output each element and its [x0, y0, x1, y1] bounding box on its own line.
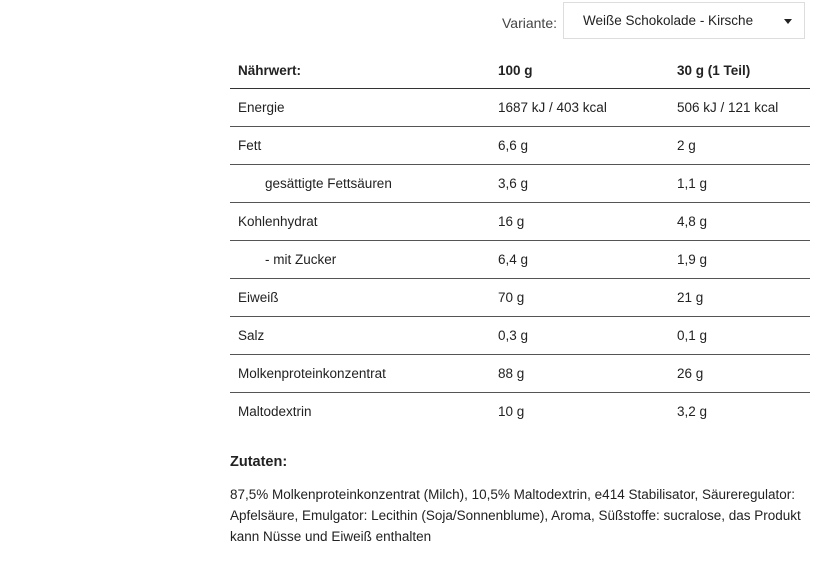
value-per-100g: 3,6 g — [498, 165, 677, 203]
table-row — [230, 203, 810, 241]
nutrient-name: Maltodextrin — [238, 404, 312, 419]
chevron-down-icon — [784, 19, 792, 24]
nutrient-name: Fett — [230, 127, 498, 165]
table-row — [230, 317, 810, 355]
variant-dropdown[interactable] — [563, 2, 805, 39]
value-per-100g: 70 g — [498, 279, 677, 317]
variant-selected-value: Weiße Schokolade - Kirsche — [583, 13, 754, 28]
table-row — [230, 393, 810, 431]
value-per-portion: 1,9 g — [677, 241, 810, 279]
variant-selector — [502, 2, 805, 39]
value-per-100g: 6,4 g — [498, 241, 677, 279]
table-row — [230, 127, 810, 165]
nutrient-name: - mit Zucker — [230, 241, 498, 279]
nutrient-name: Energie — [230, 89, 498, 127]
ingredients-text: 87,5% Molkenproteinkonzentrat (Milch), 10,5% Maltodextrin, e414 Stabilisator, Säureregulator: Apfelsäure, Emulgator: Lecithin (Soja/Sonnenblume), Aroma, Süßstoffe: sucralose, das Produkt kann Nüsse und Eiweiß enthalten — [230, 487, 801, 544]
value-per-100g: 0,3 g — [498, 317, 677, 355]
nutrient-name: Salz — [230, 317, 498, 355]
table-header-row — [230, 52, 810, 89]
nutrient-name: gesättigte Fettsäuren — [230, 165, 498, 203]
value-per-100g: 6,6 g — [498, 127, 677, 165]
table-row — [230, 355, 810, 393]
table-row — [230, 241, 810, 279]
value-per-portion: 3,2 g — [677, 404, 708, 419]
nutrient-name: Molkenproteinkonzentrat — [230, 355, 498, 393]
value-per-portion: 21 g — [677, 279, 810, 317]
value-per-100g: 10 g — [498, 404, 525, 419]
table-row — [230, 165, 810, 203]
table-row — [230, 279, 810, 317]
value-per-100g: 1687 kJ / 403 kcal — [498, 89, 677, 127]
header-per-portion: 30 g (1 Teil) — [677, 52, 810, 89]
variant-label: Variante: — [502, 14, 557, 31]
value-per-100g: 88 g — [498, 355, 677, 393]
value-per-portion: 2 g — [677, 127, 810, 165]
value-per-100g: 16 g — [498, 203, 677, 241]
value-per-portion: 4,8 g — [677, 203, 810, 241]
value-per-portion: 0,1 g — [677, 317, 810, 355]
header-per-100g: 100 g — [498, 52, 677, 89]
header-nutrient: Nährwert: — [230, 52, 498, 89]
value-per-portion: 506 kJ / 121 kcal — [677, 89, 810, 127]
nutrient-name: Kohlenhydrat — [230, 203, 498, 241]
nutrient-name: Eiweiß — [230, 279, 498, 317]
ingredients-title: Zutaten: — [230, 454, 288, 470]
nutrition-table — [230, 52, 810, 430]
value-per-portion: 26 g — [677, 355, 810, 393]
value-per-portion: 1,1 g — [677, 165, 810, 203]
table-row — [230, 89, 810, 127]
